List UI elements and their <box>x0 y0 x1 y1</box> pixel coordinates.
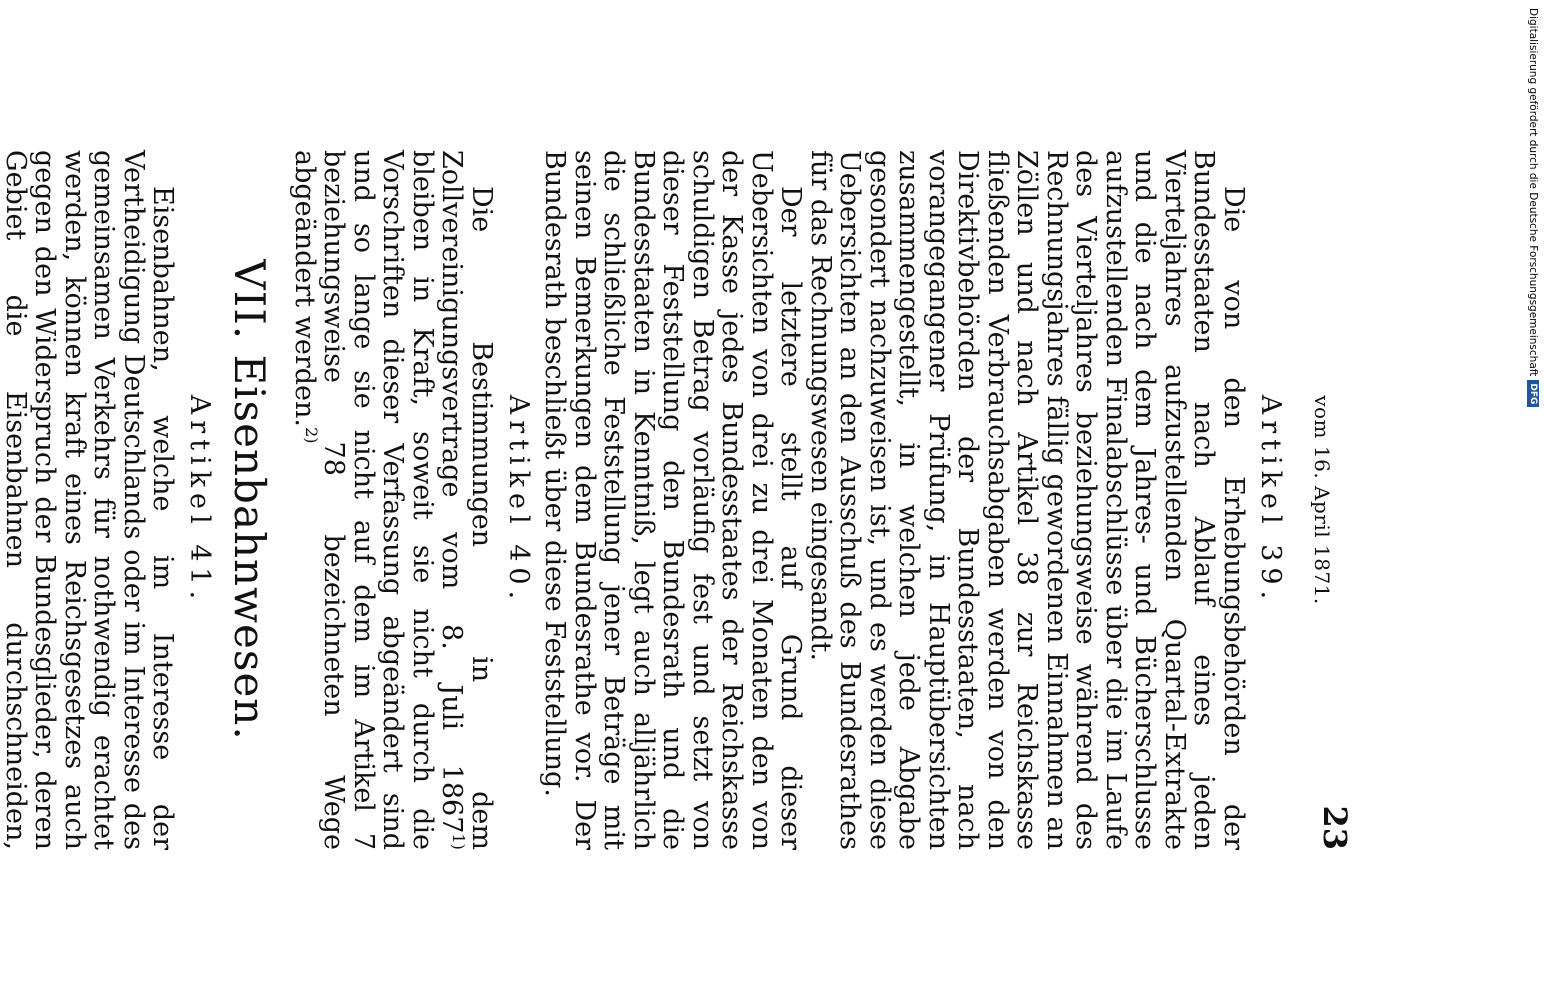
footnote-ref-1: 1) <box>449 833 469 850</box>
article-40-heading: Artikel 40. <box>503 394 534 606</box>
article-40-paragraph <box>290 150 497 850</box>
page-header <box>1292 150 1362 850</box>
article-41-heading: Artikel 41. <box>184 394 216 606</box>
attribution-strip-inner <box>1525 8 1541 405</box>
page-number: 23 <box>1316 805 1354 850</box>
digitization-attribution <box>1525 8 1541 405</box>
running-head: vom 16. April 1871. <box>1310 395 1334 605</box>
dfg-logo: DFG <box>1527 380 1539 407</box>
attribution-text: Digitalisierung gefördert durch die Deutsche Forschungsgemeinschaft <box>1527 8 1539 377</box>
article-39-heading: Artikel 39. <box>1255 394 1286 606</box>
footnote-ref-2: 2) <box>302 426 321 444</box>
article-40-text-b: bleiben in Kraft, soweit sie nicht durch die Vorschriften dieser Verfassung abgeändert sind und so lange sie nicht auf dem im Artikel 7 beziehungsweise 78 bezeichneten Wege abgeändert werden. <box>289 150 438 850</box>
article-39-paragraph-2: Der letztere stellt auf Grund dieser Uebersichten von drei zu drei Monaten den von der Kasse jedes Bundesstaates der Reichskasse schuldigen Betrag vorläufig fest und setzt von dieser Feststellung den Bundesrath und die Bundesstaaten in Kenntniß, legt auch alljährlich die schließliche Feststellung jener Beträge mit seinen Bemerkungen dem Bundesrathe vor. Der Bundesrath beschließt über diese Feststellung. <box>539 150 807 850</box>
chapter-heading: VII. Eisenbahnwesen. <box>225 259 275 741</box>
article-41-paragraph: Eisenbahnen, welche im Interesse der Vertheidigung Deutschlands oder im Interesse des gemeinsamen Verkehrs für nothwendig erachtet werden, können kraft eines Reichsgesetzes auch gegen den Widerspruch der Bundesglieder, deren Gebiet die Eisenbahnen durchschneiden, <box>0 150 179 850</box>
article-39-paragraph-1: Die von den Erhebungsbehörden der Bundesstaaten nach Ablauf eines jeden Vierteljahres aufzustellenden Quartal-Extrakte und die nach dem Jahres- und Bücherschlusse aufzustellenden Finalabschlüsse über die im Laufe des Vierteljahres beziehungsweise während des Rechnungsjahres fällig gewordenen Einnahmen an Zöllen und nach Artikel 38 zur Reichskasse fließenden Verbrauchsabgaben werden von den Direktivbehörden der Bundesstaaten, nach vorangegangener Prüfung, in Hauptübersichten zusammengestellt, in welchen jede Abgabe gesondert nachzuweisen ist, und es werden diese Uebersichten an den Ausschuß des Bundesrathes für das Rechnungswesen eingesandt. <box>805 150 1249 850</box>
article-40-text-a: Die Bestimmungen in dem Zollvereinigungsvertrage vom 8. Juli 1867 <box>436 150 497 850</box>
